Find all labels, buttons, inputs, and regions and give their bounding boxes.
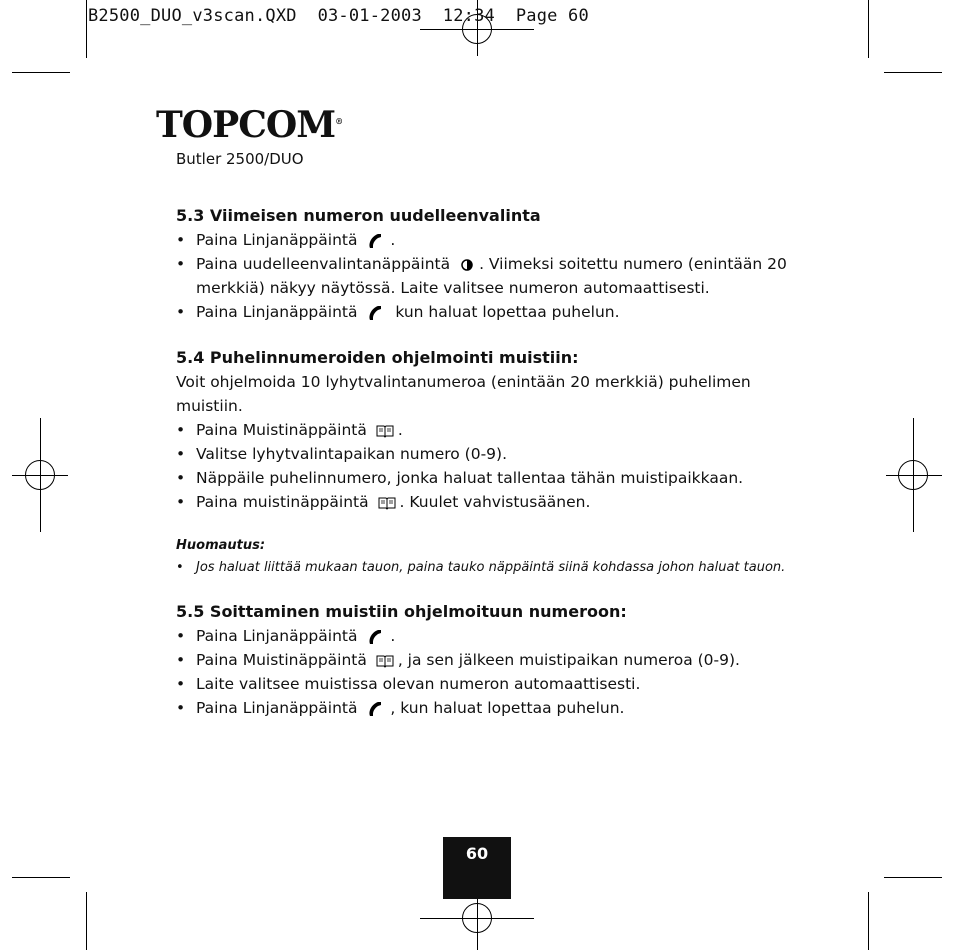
redial-icon	[459, 258, 475, 272]
list-item: • Paina Linjanäppäintä .	[176, 228, 816, 252]
crop-mark	[86, 0, 87, 58]
memory-book-icon	[378, 496, 396, 510]
bullet-list-5-3	[176, 228, 816, 324]
note-text: • Jos haluat liittää mukaan tauon, paina tauko näppäintä siinä kohdassa johon haluat tauon.	[176, 558, 816, 578]
crop-mark	[86, 892, 87, 950]
list-item: • Paina Muistinäppäintä , ja sen jälkeen muistipaikan numeroa (0-9).	[176, 648, 816, 672]
phone-handset-icon	[366, 305, 386, 321]
list-item: • Paina Linjanäppäintä , kun haluat lopettaa puhelun.	[176, 696, 816, 720]
list-item: • Paina muistinäppäintä . Kuulet vahvistusäänen.	[176, 490, 816, 514]
memory-book-icon	[376, 654, 394, 668]
section-intro: Voit ohjelmoida 10 lyhytvalintanumeroa (enintään 20 merkkiä) puhelimen muistiin.	[176, 373, 751, 415]
section-title-5-4: 5.4 Puhelinnumeroiden ohjelmointi muistiin:	[176, 348, 579, 367]
note-list	[176, 558, 816, 578]
crop-mark	[884, 877, 942, 878]
page-number: 60	[443, 837, 511, 899]
crop-mark	[868, 0, 869, 58]
note-title: Huomautus:	[176, 538, 266, 553]
phone-handset-icon	[366, 233, 386, 249]
crop-mark	[12, 72, 70, 73]
memory-book-icon	[376, 424, 394, 438]
crop-mark	[868, 892, 869, 950]
model-name: Butler 2500/DUO	[176, 150, 304, 168]
bullet-list-5-4	[176, 418, 816, 514]
list-item: • Valitse lyhytvalintapaikan numero (0-9).	[176, 442, 816, 466]
list-item: • Laite valitsee muistissa olevan numeron automaattisesti.	[176, 672, 816, 696]
section-title-5-3: 5.3 Viimeisen numeron uudelleenvalinta	[176, 206, 541, 225]
topcom-logo: TOPCOM®	[156, 104, 343, 146]
list-item: • Paina uudelleenvalintanäppäintä . Viimeksi soitettu numero (enintään 20 merkkiä) näkyy näytössä. Laite valitsee numeron automaattisesti.	[176, 252, 816, 300]
crop-mark	[12, 877, 70, 878]
section-title-5-5: 5.5 Soittaminen muistiin ohjelmoituun numeroon:	[176, 602, 627, 621]
file-slug-header: B2500_DUO_v3scan.QXD 03-01-2003 12:34 Page 60	[88, 6, 589, 26]
manual-content	[176, 204, 816, 720]
list-item: • Paina Linjanäppäintä .	[176, 624, 816, 648]
list-item: • Näppäile puhelinnumero, jonka haluat tallentaa tähän muistipaikkaan.	[176, 466, 816, 490]
crop-mark	[884, 72, 942, 73]
phone-handset-icon	[366, 629, 386, 645]
phone-handset-icon	[366, 701, 386, 717]
bullet-list-5-5	[176, 624, 816, 720]
list-item: • Paina Muistinäppäintä .	[176, 418, 816, 442]
list-item: • Paina Linjanäppäintä kun haluat lopettaa puhelun.	[176, 300, 816, 324]
